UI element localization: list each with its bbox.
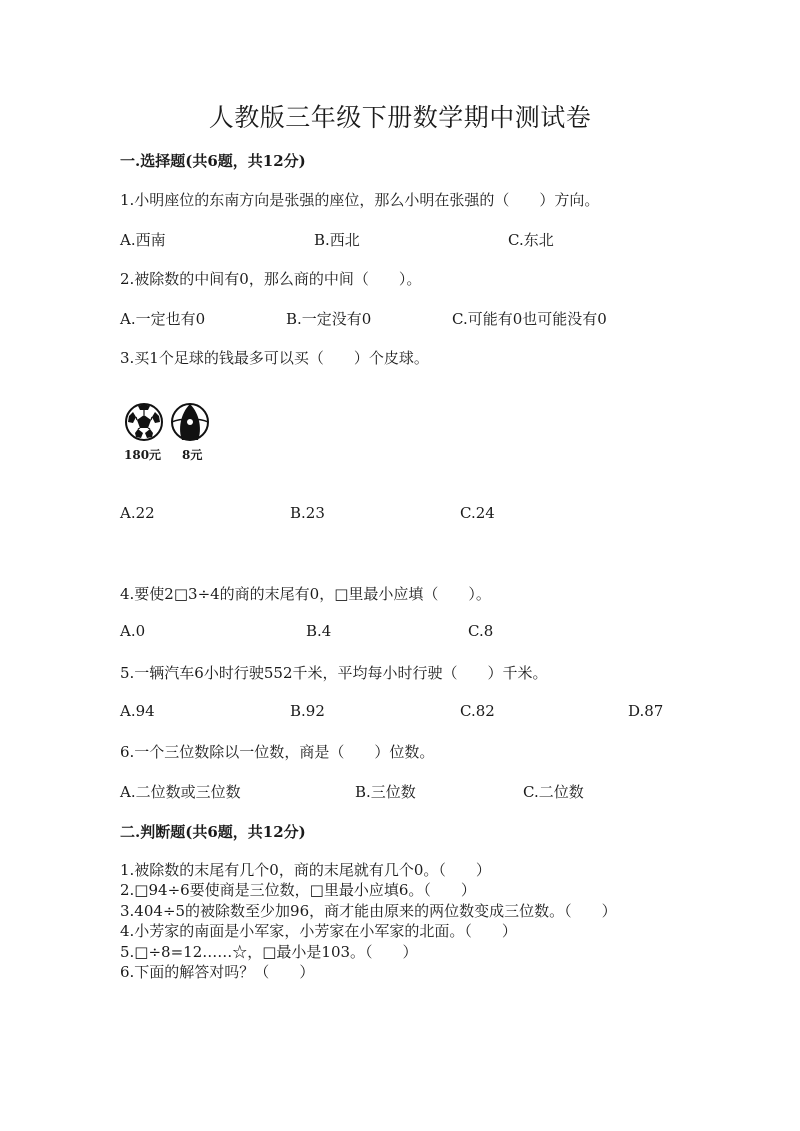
question-3-option-a: A.22 [120,504,155,522]
ball-price-label: 8元 [182,448,203,462]
page-title: 人教版三年级下册数学期中测试卷 [208,103,592,132]
question-3-option-b: B.23 [290,504,325,522]
question-1-option-a: A.西南 [120,231,166,249]
question-5-option-b: B.92 [290,702,325,720]
question-5-option-c: C.82 [460,702,495,720]
question-4-option-c: C.8 [468,622,494,640]
question-1: 1.小明座位的东南方向是张强的座位，那么小明在张强的（ ）方向。 [120,191,600,209]
question-1-option-c: C.东北 [508,231,554,249]
question-4: 4.要使2□3÷4的商的末尾有0，□里最小应填（ ）。 [120,585,491,603]
judge-item-4: 4.小芳家的南面是小军家，小芳家在小军家的北面。（ ） [120,922,517,940]
question-5: 5.一辆汽车6小时行驶552千米，平均每小时行驶（ ）千米。 [120,664,548,682]
question-1-option-b: B.西北 [314,231,360,249]
football-icon [126,404,162,440]
section-heading-judge: 二.判断题(共6题，共12分) [120,823,306,841]
ball-icon [172,404,208,440]
section-heading-choice: 一.选择题(共6题，共12分) [120,152,306,170]
question-3-option-c: C.24 [460,504,495,522]
question-2-option-c: C.可能有0也可能没有0 [452,310,607,328]
question-2-option-b: B.一定没有0 [286,310,372,328]
question-2-option-a: A.一定也有0 [120,310,206,328]
judge-item-5: 5.□÷8=12……☆，□最小是103。（ ） [120,943,418,961]
question-6: 6.一个三位数除以一位数，商是（ ）位数。 [120,743,435,761]
question-4-option-b: B.4 [306,622,332,640]
question-4-option-a: A.0 [120,622,146,640]
question-2: 2.被除数的中间有0，那么商的中间（ ）。 [120,270,422,288]
question-5-option-a: A.94 [120,702,155,720]
football-and-ball-image [124,400,224,445]
football-price-label: 180元 [124,448,162,462]
judge-item-3: 3.404÷5的被除数至少加96，商才能由原来的两位数变成三位数。（ ） [120,902,617,920]
judge-item-2: 2.□94÷6要使商是三位数，□里最小应填6。（ ） [120,881,476,899]
question-3: 3.买1个足球的钱最多可以买（ ）个皮球。 [120,349,429,367]
question-5-option-d: D.87 [628,702,664,720]
question-6-option-b: B.三位数 [355,783,416,801]
judge-item-6: 6.下面的解答对吗？（ ） [120,963,315,981]
question-6-option-a: A.二位数或三位数 [120,783,241,801]
judge-item-1: 1.被除数的末尾有几个0，商的末尾就有几个0。（ ） [120,861,491,879]
question-6-option-c: C.二位数 [523,783,584,801]
ball-price-figure [124,400,224,465]
